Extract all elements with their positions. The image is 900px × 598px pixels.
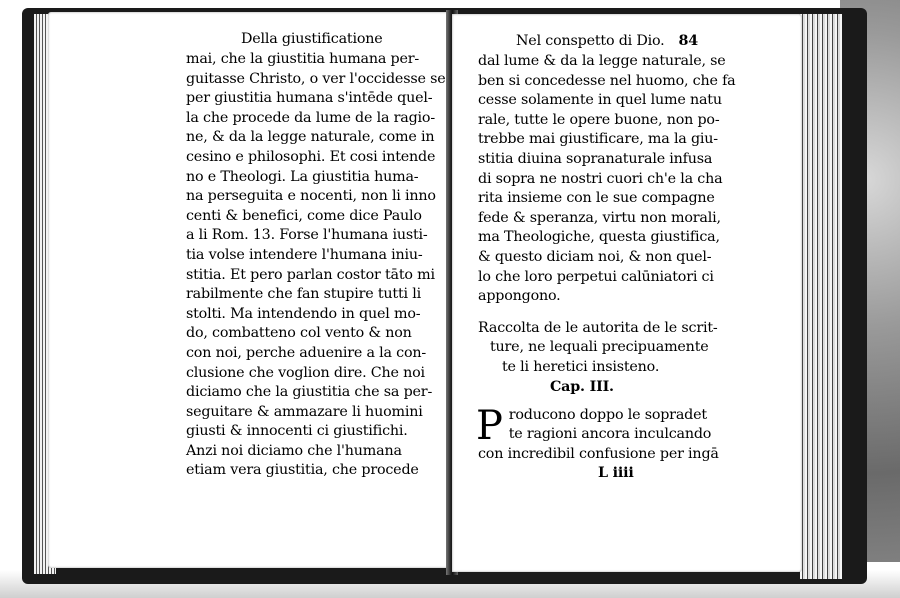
running-head-title: Nel conspetto di Dio.: [516, 33, 665, 49]
text-line: rale, tutte le opere buone, non po-: [478, 111, 720, 128]
running-head-right: [478, 32, 736, 52]
text-line: ne, & da la legge naturale, come in: [186, 129, 435, 146]
text-line: Anzi noi diciamo che l'humana: [186, 442, 402, 459]
chapter-number: Cap. III.: [550, 378, 614, 395]
text-line: & questo diciam noi, & non quel-: [478, 248, 712, 265]
text-line: cesino e philosophi. Et cosi intende: [186, 148, 436, 165]
left-page-text: [186, 30, 445, 481]
text-line: rabilmente che fan stupire tutti li: [186, 286, 421, 303]
text-line: centi & benefici, come dice Paulo: [186, 207, 422, 224]
section-gap: [478, 307, 736, 319]
left-page: [48, 12, 450, 568]
text-line: etiam vera giustitia, che procede: [186, 462, 419, 479]
text-line: di sopra ne nostri cuori ch'e la cha: [478, 170, 723, 187]
text-line: stitia. Et pero parlan costor tāto mi: [186, 266, 435, 283]
text-line: ma Theologiche, questa giustifica,: [478, 229, 720, 246]
text-line: a li Rom. 13. Forse l'humana iusti-: [186, 227, 428, 244]
text-line: lo che loro perpetui calūniatori ci: [478, 268, 714, 285]
text-line: seguitare & ammazare li huomini: [186, 403, 423, 420]
chapter-title-line: Raccolta de le autorita de le scrit-: [478, 319, 718, 336]
text-line: rita insieme con le sue compagne: [478, 190, 715, 207]
running-head-left: Della giustificatione: [241, 31, 383, 47]
text-line: na perseguita e nocenti, non li inno: [186, 188, 436, 205]
right-page-text: [478, 32, 736, 484]
text-line: giusti & innocenti ci giustifichi.: [186, 423, 408, 440]
text-line: te ragioni ancora inculcando: [508, 426, 712, 443]
text-line: dal lume & da la legge naturale, se: [478, 53, 726, 69]
text-line: cesse solamente in quel lume natu: [478, 92, 722, 109]
drop-cap: P: [476, 402, 503, 449]
text-line: con noi, perche aduenire a la con-: [186, 344, 427, 361]
text-line: do, combatteno col vento & non: [186, 325, 412, 342]
text-line: tia volse intendere l'humana iniu-: [186, 246, 423, 263]
page-edges-right: [800, 14, 842, 579]
chapter-title-line: ture, ne lequali precipuamente: [490, 339, 709, 356]
signature-mark: L iiii: [598, 465, 634, 482]
text-line: mai, che la giustitia humana per-: [186, 51, 420, 67]
page-number: 84: [678, 33, 699, 49]
right-page: [452, 14, 802, 572]
text-line: appongono.: [478, 288, 561, 305]
text-line: fede & speranza, virtu non morali,: [478, 209, 721, 226]
text-line: no e Theologi. La giustitia huma-: [186, 168, 419, 185]
text-line: con incredibil confusione per ingā: [478, 445, 719, 462]
text-line: clusione che voglion dire. Che noi: [186, 364, 425, 381]
text-line: la che procede da lume de la ragio-: [186, 109, 435, 126]
text-line: trebbe mai giustificare, ma la giu-: [478, 131, 718, 148]
text-line: diciamo che la giustitia che sa per-: [186, 384, 433, 401]
chapter-title-line: te li heretici insisteno.: [502, 358, 660, 375]
text-line: guitasse Christo, o ver l'occidesse se: [186, 70, 446, 87]
text-line: stitia diuina sopranaturale infusa: [478, 150, 713, 167]
text-line: roducono doppo le sopradet: [508, 406, 707, 423]
text-line: ben si concedesse nel huomo, che fa: [478, 72, 736, 89]
text-line: per giustitia humana s'intēde quel-: [186, 90, 433, 107]
text-line: stolti. Ma intendendo in quel mo-: [186, 305, 421, 322]
